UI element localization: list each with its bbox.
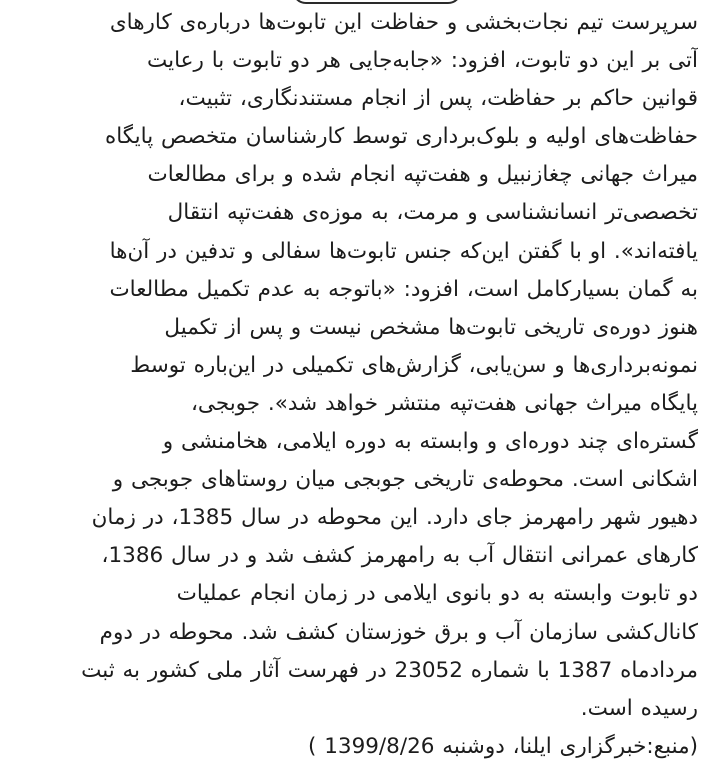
- article-line: میراث جهانی چغازنبیل و هفت‌تپه انجام شده و برای مطالعات: [147, 162, 698, 188]
- article-line: کارهای عمرانی انتقال آب به رامهرمز کشف شد و در سال 1386،: [101, 543, 698, 569]
- article-line: کانال‌کشی سازمان آب و برق خوزستان کشف شد. محوطه در دوم: [99, 619, 698, 645]
- article-line: مردادماه 1387 با شماره 23052 در فهرست آثار ملی کشور به ثبت: [81, 657, 698, 683]
- article-line: سرپرست تیم نجات‌بخشی و حفاظت این تابوت‌ها درباره‌ی کارهای: [109, 10, 698, 35]
- source-citation: (منبع:خبرگزاری ایلنا، دوشنبه 1399/8/26 ): [307, 733, 698, 759]
- article-line: هنوز دوره‌ی تاریخی تابوت‌ها مشخص نیست و پس از تکمیل: [164, 314, 698, 340]
- article-line: نمونه‌برداری‌ها و سن‌یابی، گزارش‌های تکمیلی در این‌باره توسط: [130, 352, 698, 378]
- article-line: گستره‌ای چند دوره‌ای و وابسته به دوره ایلامی، هخامنشی و: [162, 429, 698, 455]
- article-line: دو تابوت وابسته به دو بانوی ایلامی در زمان انجام عملیات: [176, 581, 698, 607]
- article-body: [28, 4, 698, 762]
- article-line: دهیور شهر رامهرمز جای دارد. این محوطه در سال 1385، در زمان: [91, 505, 698, 531]
- article-line: پایگاه میراث جهانی هفت‌تپه منتشر خواهد شد». جوبجی،: [190, 390, 698, 416]
- article-line: به گمان بسیارکامل است، افزود: «باتوجه به عدم تکمیل مطالعات: [109, 276, 698, 302]
- article-line: تخصصی‌تر انسانشناسی و مرمت، به موزه‌ی هفت‌تپه انتقال: [167, 200, 698, 226]
- article-line: حفاظت‌های اولیه و بلوک‌برداری توسط کارشناسان متخصص پایگاه: [104, 124, 698, 150]
- article-line: آتی بر این دو تابوت، افزود: «جابه‌جایی هر دو تابوت با رعایت: [147, 48, 698, 74]
- article-line: یافته‌اند». او با گفتن این‌که جنس تابوت‌ها سفالی و تدفین در آن‌ها: [109, 238, 698, 264]
- article-line: اشکانی است. محوطه‌ی تاریخی جوبجی میان روستاهای جوبجی و: [112, 467, 698, 493]
- article-line: رسیده است.: [580, 695, 698, 721]
- article-line: قوانین حاکم بر حفاظت، پس از انجام مستندنگاری، تثبیت،: [178, 86, 698, 112]
